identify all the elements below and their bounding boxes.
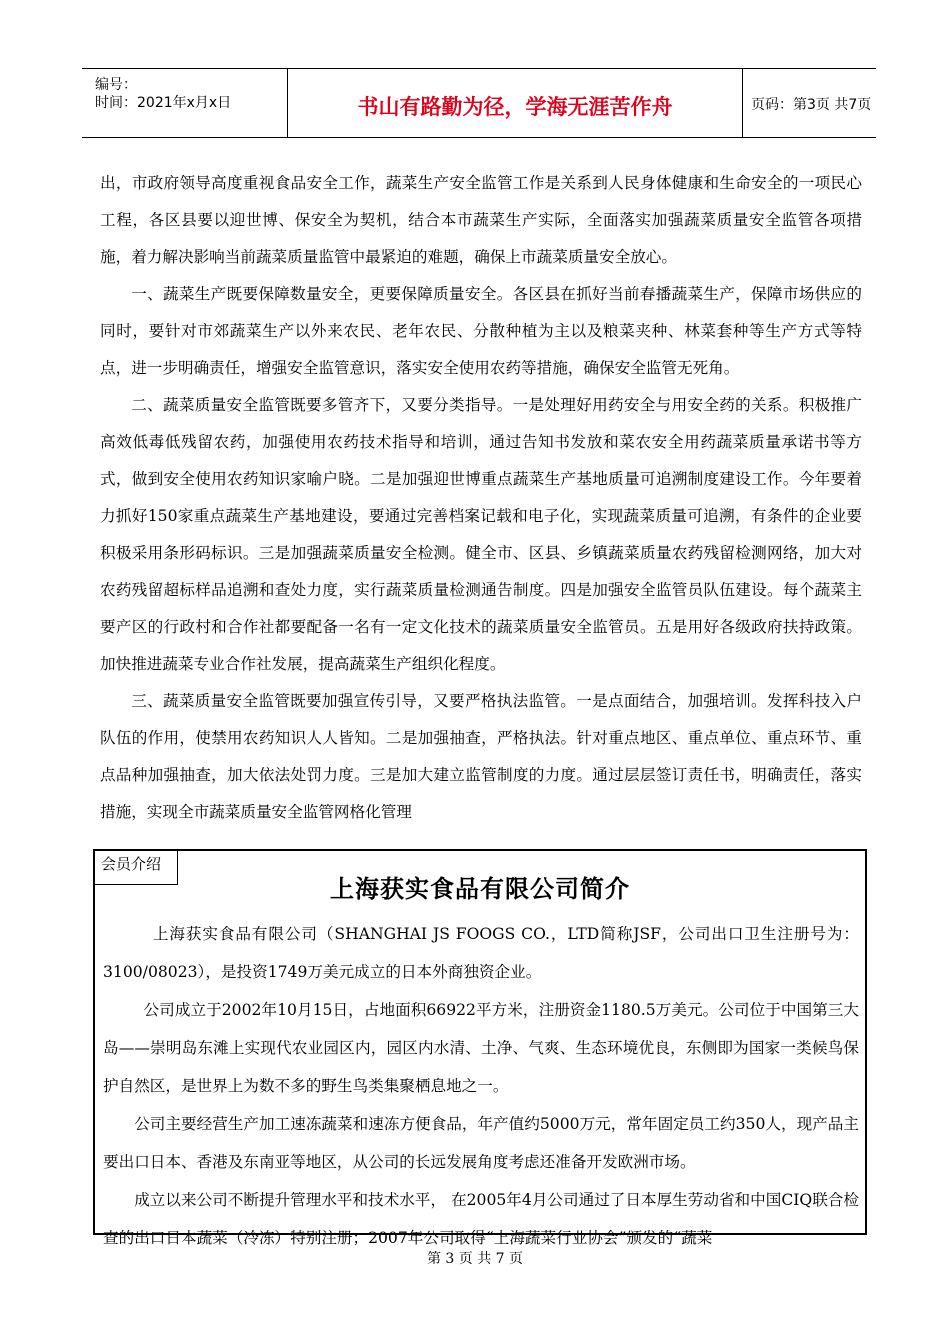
header-info-cell bbox=[82, 69, 287, 137]
body-paragraph: 三、蔬菜质量安全监管既要加强宣传引导，又要严格执法监管。一是点面结合，加强培训。发挥科技入户队伍的作用，使禁用农药知识人人皆知。二是加强抽查，严格执法。针对重点地区、重点单位、重点环节、重点品种加强抽查，加大依法处罚力度。三是加大建立监管制度的力度。通过层层签订责任书，明确责任，落实措施，实现全市蔬菜质量安全监管网格化管理 bbox=[100, 692, 862, 821]
member-intro-tag: 会员介绍 bbox=[95, 851, 178, 885]
document-time-label: 时间：2021年x月x日 bbox=[95, 95, 232, 111]
page-header bbox=[82, 68, 876, 138]
header-page-cell bbox=[742, 69, 876, 137]
main-body-text bbox=[100, 165, 862, 831]
company-paragraph: 成立以来公司不断提升管理水平和技术水平， 在2005年4月公司通过了日本厚生劳动省和中国CIQ联合检查的出口日本蔬菜（冷冻）特别注册；2007年公司取得“上海蔬菜行业协会”颁发的“蔬菜 bbox=[103, 1191, 859, 1247]
company-intro-title: 上海获实食品有限公司简介 bbox=[330, 875, 630, 903]
member-intro-box bbox=[93, 849, 867, 1247]
company-intro-text bbox=[103, 915, 859, 1257]
body-paragraph: 出，市政府领导高度重视食品安全工作，蔬菜生产安全监管工作是关系到人民身体健康和生命安全的一项民心工程，各区县要以迎世博、保安全为契机，结合本市蔬菜生产实际，全面落实加强蔬菜质量安全监管各项措施，着力解决影响当前蔬菜质量监管中最紧迫的难题，确保上市蔬菜质量安全放心。 bbox=[100, 174, 862, 266]
document-number-label: 编号： bbox=[95, 77, 137, 93]
page-footer: 第 3 页 共 7 页 bbox=[426, 1251, 524, 1267]
header-motto-cell bbox=[287, 69, 743, 137]
body-paragraph: 一、蔬菜生产既要保障数量安全，更要保障质量安全。各区县在抓好当前春播蔬菜生产，保障市场供应的同时，要针对市郊蔬菜生产以外来农民、老年农民、分散种植为主以及粮菜夹种、林菜套种等生产方式等特点，进一步明确责任，增强安全监管意识，落实安全使用农药等措施，确保安全监管无死角。 bbox=[100, 285, 862, 377]
company-paragraph: 公司成立于2002年10月15日，占地面积66922平方米，注册资金1180.5万美元。公司位于中国第三大岛——崇明岛东滩上实现代农业园区内，园区内水清、土净、气爽、生态环境优良，东侧即为国家一类候鸟保护自然区，是世界上为数不多的野生鸟类集聚栖息地之一。 bbox=[103, 1001, 859, 1095]
body-paragraph: 二、蔬菜质量安全监管既要多管齐下，又要分类指导。一是处理好用药安全与用安全药的关系。积极推广高效低毒低残留农药，加强使用农药技术指导和培训，通过告知书发放和菜农安全用药蔬菜质量承诺书等方式，做到安全使用农药知识家喻户晓。二是加强迎世博重点蔬菜生产基地质量可追溯制度建设工作。今年要着力抓好150家重点蔬菜生产基地建设，要通过完善档案记载和电子化，实现蔬菜质量可追溯，有条件的企业要积极采用条形码标识。三是加强蔬菜质量安全检测。健全市、区县、乡镇蔬菜质量农药残留检测网络，加大对农药残留超标样品追溯和查处力度，实行蔬菜质量检测通告制度。四是加强安全监管员队伍建设。每个蔬菜主要产区的行政村和合作社都要配备一名有一定文化技术的蔬菜质量安全监管员。五是用好各级政府扶持政策。加快推进蔬菜专业合作社发展，提高蔬菜生产组织化程度。 bbox=[100, 396, 862, 673]
header-motto: 书山有路勤为径，学海无涯苦作舟 bbox=[357, 95, 673, 119]
company-paragraph: 公司主要经营生产加工速冻蔬菜和速冻方便食品，年产值约5000万元，常年固定员工约350人，现产品主要出口日本、香港及东南亚等地区，从公司的长远发展角度考虑还准备开发欧洲市场。 bbox=[103, 1115, 859, 1171]
header-page-label: 页码：第3页 共7页 bbox=[751, 97, 872, 113]
company-paragraph: 上海获实食品有限公司（SHANGHAI JS FOOGS CO.，LTD简称JSF，公司出口卫生注册号为：3100/08023），是投资1749万美元成立的日本外商独资企业。 bbox=[103, 925, 859, 981]
